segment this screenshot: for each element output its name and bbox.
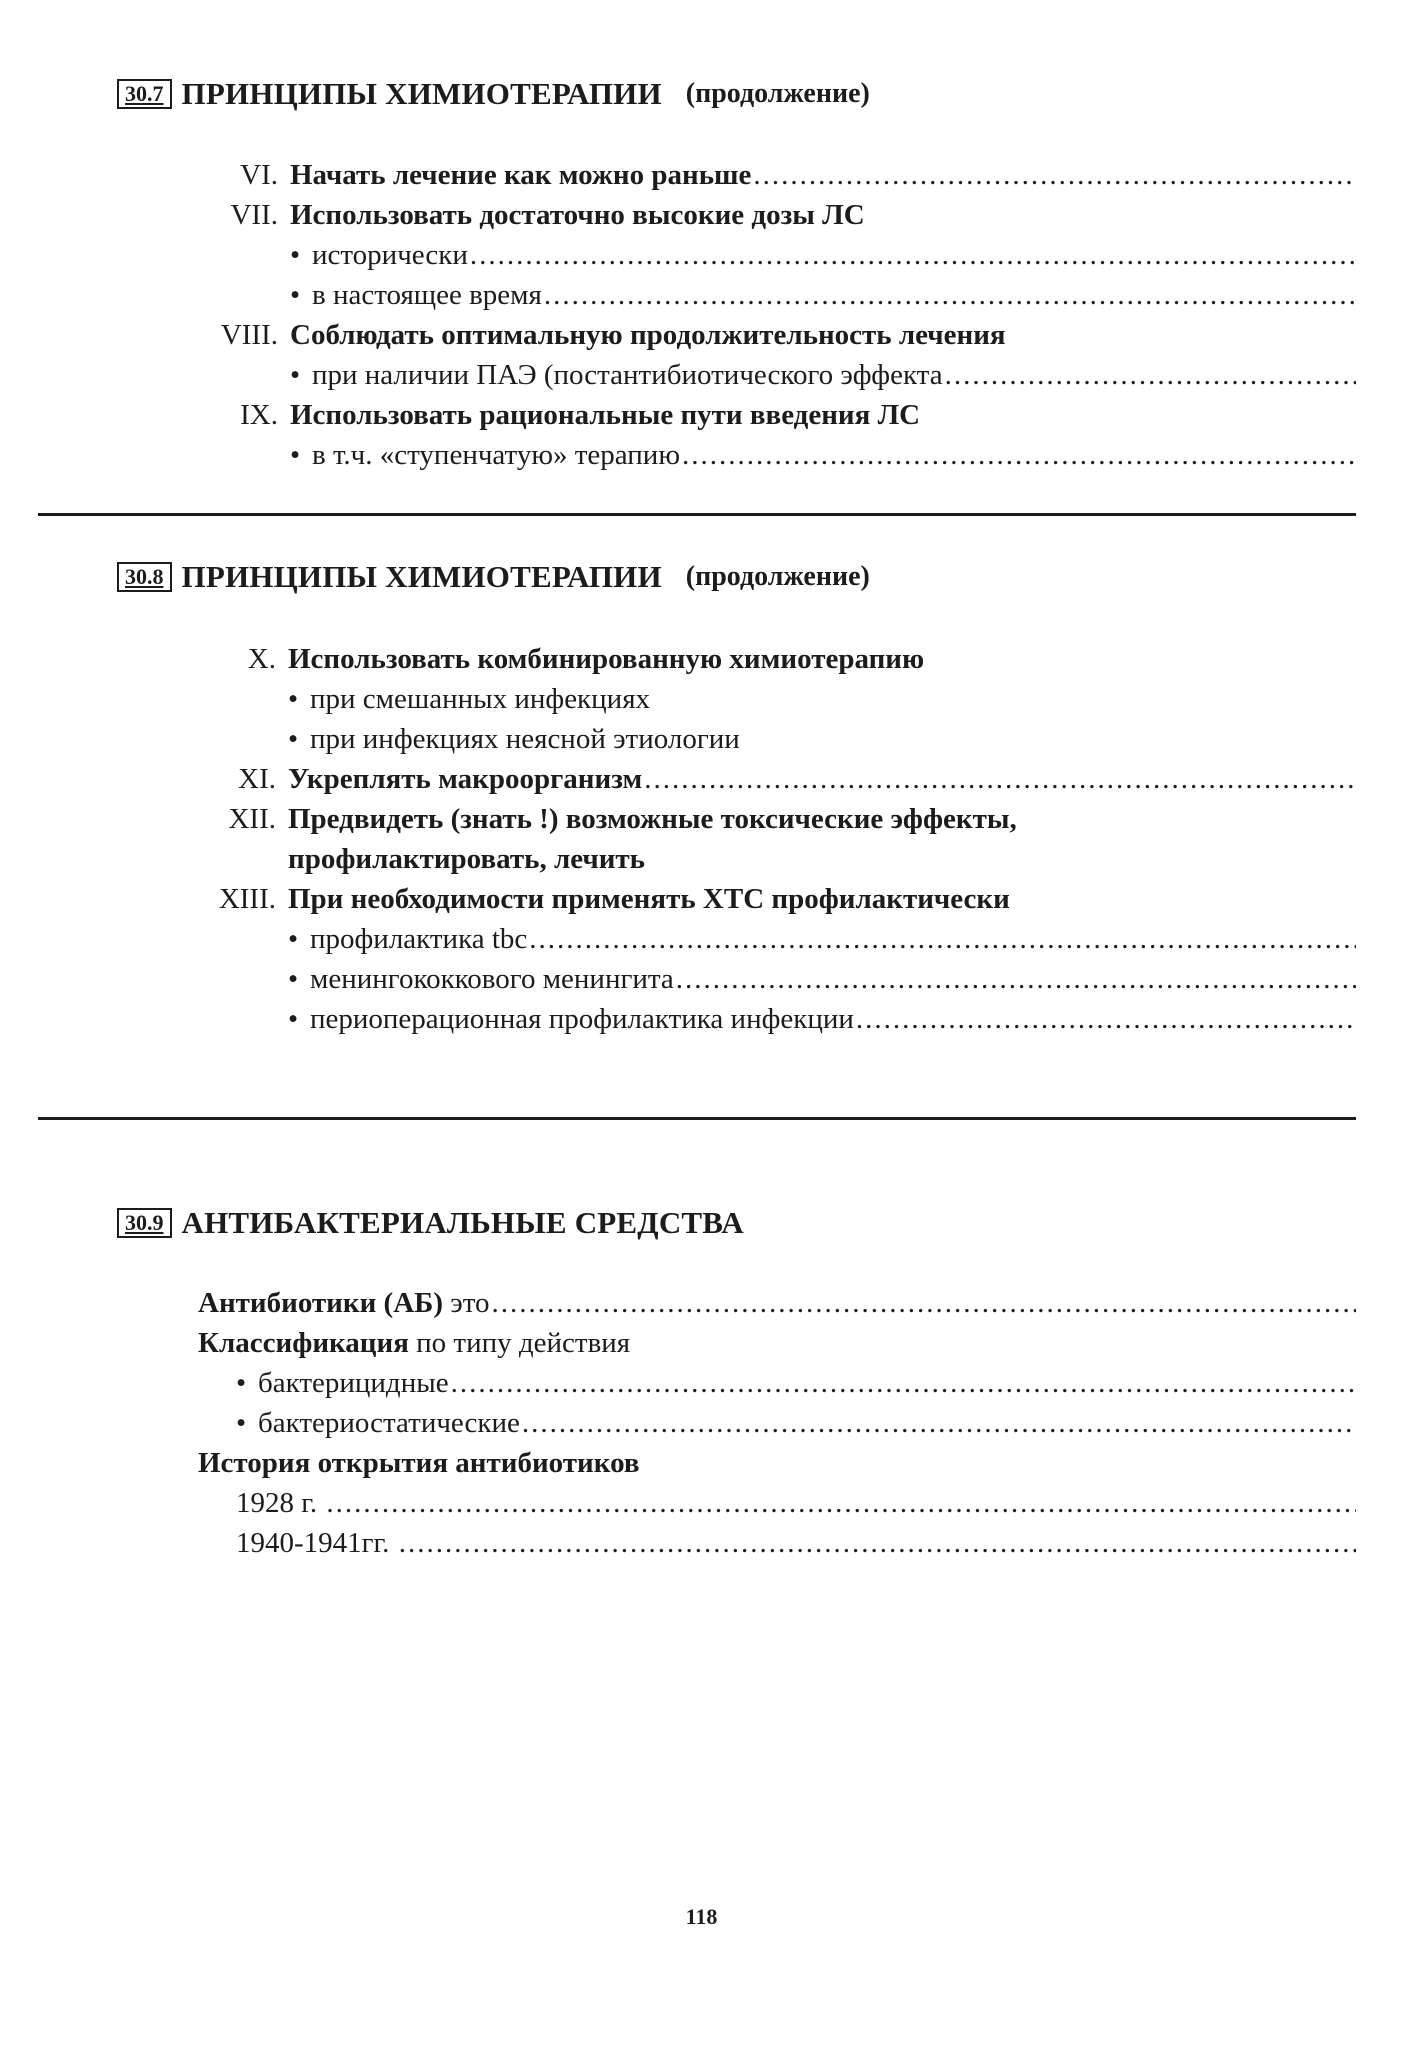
section-number: 30.9: [117, 1208, 172, 1238]
section-subtitle: (продолжение): [685, 78, 870, 109]
list-item: [240, 395, 1356, 435]
list-item: [247, 639, 1356, 679]
dot-leader: [529, 919, 1356, 959]
list-item: [236, 1483, 1356, 1523]
dot-leader: [856, 999, 1356, 1039]
dot-leader: [326, 1483, 1356, 1523]
dot-leader: [945, 355, 1356, 395]
section-title: АНТИБАКТЕРИАЛЬНЫЕ СРЕДСТВА: [181, 1205, 744, 1240]
item-text: Начать лечение как можно раньше: [290, 159, 752, 191]
list-item: [236, 1523, 1356, 1563]
item-text: Использовать рациональные пути введения ЛС: [290, 399, 921, 431]
dot-leader: [753, 155, 1356, 195]
item-text: 1928 г.: [236, 1487, 325, 1519]
section-divider: [38, 1117, 1356, 1120]
dot-leader: [470, 235, 1356, 275]
list-item: [198, 1323, 1356, 1363]
item-text-continuation: профилактировать, лечить: [288, 843, 646, 875]
item-text: Укреплять макроорганизм: [288, 763, 643, 795]
dot-leader: [676, 959, 1356, 999]
item-text: Соблюдать оптимальную продолжительность лечения: [290, 319, 1006, 351]
page-number: 118: [685, 1904, 718, 1929]
bullet-text: • при наличии ПАЭ (постантибиотического эффекта: [290, 355, 943, 395]
dot-leader: [492, 1283, 1357, 1323]
dot-leader: [644, 759, 1356, 799]
roman-numeral: IX.: [240, 399, 278, 431]
bullet-text: • менингококкового менингита: [288, 959, 674, 999]
item-term: История открытия антибиотиков: [198, 1447, 640, 1479]
list-item: [288, 839, 1356, 879]
section-heading-30-9: [117, 1205, 744, 1241]
list-item: [238, 759, 1356, 799]
item-text: это: [443, 1287, 490, 1319]
list-item: [290, 435, 1356, 475]
item-text: При необходимости применять ХТС профилактически: [288, 883, 1010, 915]
item-text: Использовать достаточно высокие дозы ЛС: [290, 199, 865, 231]
list-item: [290, 275, 1356, 315]
item-text: 1940-1941гг.: [236, 1527, 397, 1559]
list-item: [288, 999, 1356, 1039]
dot-leader: [522, 1403, 1356, 1443]
section-heading-30-7: [117, 76, 870, 112]
roman-numeral: XIII.: [218, 883, 276, 915]
list-item: [288, 959, 1356, 999]
roman-numeral: VI.: [240, 159, 278, 191]
section-title: ПРИНЦИПЫ ХИМИОТЕРАПИИ: [181, 76, 662, 111]
dot-leader: [451, 1363, 1356, 1403]
list-item: [288, 919, 1356, 959]
bullet-text: • профилактика tbc: [288, 919, 527, 959]
section-subtitle: (продолжение): [685, 561, 870, 592]
bullet-text: • исторически: [290, 235, 468, 275]
item-term: Классификация: [198, 1327, 409, 1359]
list-item: [288, 719, 1356, 759]
item-text: Использовать комбинированную химиотерапию: [288, 643, 925, 675]
list-item: [236, 1403, 1356, 1443]
list-item: [228, 799, 1356, 839]
section-number: 30.8: [117, 562, 172, 592]
section-heading-30-8: [117, 559, 870, 595]
list-item: [236, 1363, 1356, 1403]
bullet-text: • периоперационная профилактика инфекции: [288, 999, 854, 1039]
dot-leader: [682, 435, 1356, 475]
section-number: 30.7: [117, 79, 172, 109]
bullet-text: • в т.ч. «ступенчатую» терапию: [290, 435, 680, 475]
list-item: [290, 235, 1356, 275]
item-term: Антибиотики (АБ): [198, 1287, 443, 1319]
section-divider: [38, 513, 1356, 516]
list-item: [288, 679, 1356, 719]
list-item: [198, 1283, 1356, 1323]
roman-numeral: VIII.: [220, 319, 278, 351]
list-item: [230, 195, 1356, 235]
roman-numeral: XII.: [228, 803, 276, 835]
item-text: Предвидеть (знать !) возможные токсические эффекты,: [288, 803, 1017, 835]
bullet-text: • бактериостатические: [236, 1403, 520, 1443]
list-item: [198, 1443, 1356, 1483]
dot-leader: [544, 275, 1356, 315]
bullet-text: • при смешанных инфекциях: [288, 679, 650, 719]
list-item: [290, 355, 1356, 395]
list-item: [240, 155, 1356, 195]
bullet-text: • бактерицидные: [236, 1363, 449, 1403]
roman-numeral: VII.: [230, 199, 278, 231]
section-title: ПРИНЦИПЫ ХИМИОТЕРАПИИ: [181, 559, 662, 594]
dot-leader: [399, 1523, 1356, 1563]
list-item: [218, 879, 1356, 919]
list-item: [220, 315, 1356, 355]
bullet-text: • в настоящее время: [290, 275, 542, 315]
roman-numeral: XI.: [238, 763, 276, 795]
bullet-text: • при инфекциях неясной этиологии: [288, 719, 740, 759]
roman-numeral: X.: [247, 643, 276, 675]
item-text: по типу действия: [408, 1327, 631, 1359]
